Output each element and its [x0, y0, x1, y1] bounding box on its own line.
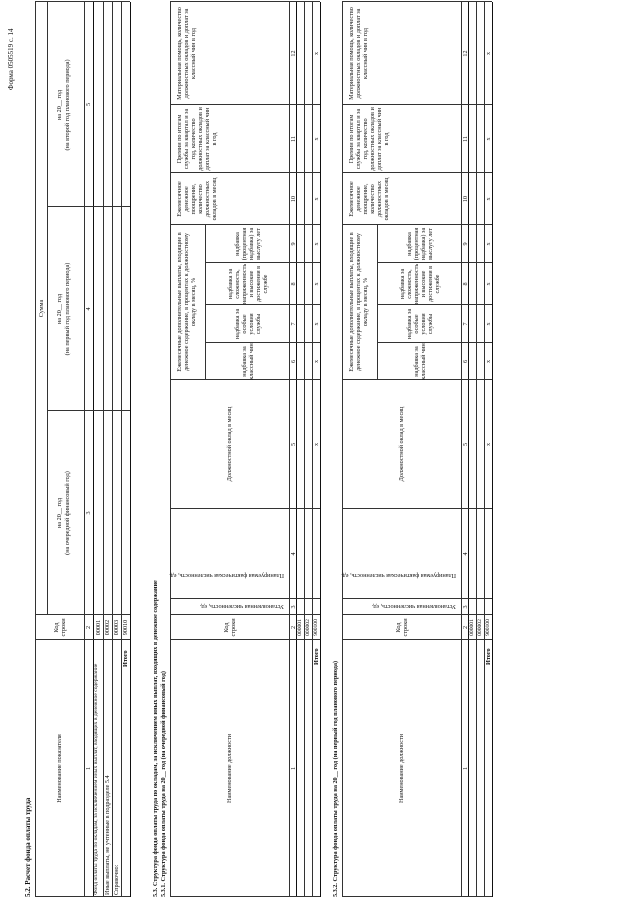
- col-longevity-header: надбавка (процентная надбавка) за выслугу лет: [233, 227, 262, 261]
- total-code: 900100: [485, 619, 491, 636]
- section-5-3-2-title: 5.3.2. Структура фонда оплаты труда на 20__ год (на первый год планового периода): [332, 660, 339, 897]
- row-code: 000002: [305, 619, 311, 636]
- x-mark: x: [485, 51, 492, 56]
- col-estab-header: Установленная численность, ед.: [371, 603, 456, 610]
- table-5-3-2: [342, 0, 492, 905]
- total-code: 90010: [122, 619, 129, 636]
- section-5-2-title: 5.2. Расчет фонда оплаты труда: [24, 797, 32, 897]
- col-special-header: надбавка за особые условия службы: [233, 308, 262, 340]
- x-mark: x: [313, 137, 320, 141]
- col-position-header: Наименование должности: [226, 734, 233, 803]
- section-5-3-title: 5.3. Структура фонда оплаты труда по окладам, за исключением иных выплат, входящих в денежное содержание: [152, 580, 159, 897]
- num-4: 4: [290, 552, 297, 556]
- row-code: 000001: [469, 619, 475, 636]
- x-mark: x: [313, 242, 320, 246]
- col-aid-header: Материальная помощь, количество должностных окладов и доплат за классный чин в год: [176, 7, 197, 100]
- table-row: Иные выплаты, не учтенные в подразделе 5.4: [104, 775, 111, 895]
- col-bonus-header: Ежемесячное денежное поощрение, количество должностных окладов в месяц: [176, 177, 218, 221]
- year3-label: на 20__ год: [56, 90, 63, 120]
- total-label: Итого: [122, 650, 129, 667]
- num-8: 8: [290, 282, 297, 286]
- num-3: 3: [462, 605, 469, 609]
- col-bonus-header: Ежемесячное денежное поощрение, количество должностных окладов в месяц: [348, 177, 390, 221]
- num-12: 12: [290, 50, 297, 57]
- num-2: 2: [85, 625, 92, 630]
- year3-sub: (на второй год планового периода): [64, 59, 71, 151]
- col-fact-header: Планируемая фактическая численность, ед.: [169, 572, 284, 579]
- total-code: 900100: [313, 619, 319, 636]
- col-premium-header: Премии по итогам службы за квартал и за год, количество должностных окладов и доплат за классный чин в год: [176, 107, 218, 171]
- x-mark: x: [313, 359, 320, 364]
- x-mark: x: [313, 51, 320, 56]
- table-row: Справочно:: [113, 864, 120, 895]
- year2-label: на 20__ год: [56, 294, 63, 324]
- x-mark: x: [485, 322, 492, 326]
- total-label: Итого: [485, 648, 492, 665]
- col-premium-header: Премии по итогам службы за квартал и за год, количество должностных окладов и доплат за классный чин в год: [348, 107, 390, 171]
- num-5: 5: [462, 442, 469, 447]
- num-11: 11: [290, 136, 297, 142]
- num-6: 6: [462, 359, 469, 364]
- x-mark: x: [485, 137, 492, 141]
- num-8: 8: [462, 282, 469, 286]
- col-code-header: Код строки: [222, 618, 237, 637]
- num-7: 7: [462, 322, 469, 326]
- x-mark: x: [313, 197, 320, 201]
- col-sum-header: Сумма: [38, 299, 45, 318]
- num-4: 4: [462, 552, 469, 556]
- row-code: 00003: [113, 619, 120, 636]
- table-5-3-1: [170, 0, 320, 905]
- year1-label: на 20__ год: [56, 498, 63, 528]
- col-longevity-header: надбавка (процентная надбавка) за выслугу лет: [405, 227, 434, 261]
- row-code: 00001: [95, 619, 102, 636]
- num-6: 6: [290, 359, 297, 364]
- col-difficulty-header: надбавка за сложность, напряженность и высокие достижения в службе: [226, 263, 269, 305]
- col-salary-header: Должностной оклад в месяц: [226, 406, 233, 482]
- col-monthly-header: Ежемесячные дополнительные выплаты, входящие в денежное содержание, в процентах к должностному окладу в месяц, %: [176, 232, 197, 372]
- col-aid-header: Материальная помощь, количество должностных окладов и доплат за классный чин в год: [348, 7, 369, 100]
- num-1: 1: [85, 766, 92, 771]
- col-code-header: Код строки: [394, 618, 409, 637]
- x-mark: x: [313, 322, 320, 326]
- col-fact-header: Планируемая фактическая численность, ед.: [341, 572, 456, 579]
- num-5: 5: [85, 102, 92, 107]
- x-mark: x: [313, 442, 320, 447]
- x-mark: x: [485, 442, 492, 447]
- col-rank-header: надбавка за классный чин: [412, 343, 427, 380]
- num-11: 11: [462, 136, 469, 142]
- table-row: Фонд оплаты труда по окладам, за исключением иных выплат, входящих в денежное содержание: [93, 663, 99, 895]
- col-name-header: Наименование показателя: [56, 734, 63, 803]
- x-mark: x: [485, 242, 492, 246]
- num-1: 1: [462, 766, 469, 771]
- num-4: 4: [85, 307, 92, 311]
- num-10: 10: [290, 195, 297, 203]
- section-5-3-1-title: 5.3.1. Структура фонда оплаты труда на 20__ год (на очередной финансовый год): [160, 671, 167, 897]
- num-3: 3: [290, 605, 297, 609]
- num-10: 10: [462, 195, 469, 203]
- x-mark: x: [485, 359, 492, 364]
- form-reference: Форма 0505519 с. 14: [7, 28, 15, 90]
- num-7: 7: [290, 322, 297, 326]
- row-code: 000002: [477, 619, 483, 636]
- num-3: 3: [85, 511, 92, 515]
- col-estab-header: Установленная численность, ед.: [199, 603, 284, 610]
- num-9: 9: [290, 242, 297, 246]
- num-5: 5: [290, 442, 297, 447]
- x-mark: x: [485, 197, 492, 201]
- col-code-header: Код строки: [52, 618, 67, 637]
- col-difficulty-header: надбавка за сложность, напряженность и высокие достижения в службе: [398, 263, 441, 305]
- row-code: 000001: [297, 619, 303, 636]
- col-salary-header: Должностной оклад в месяц: [398, 406, 405, 482]
- year2-sub: (на первый год планового периода): [64, 262, 71, 356]
- x-mark: x: [313, 282, 320, 286]
- total-label: Итого: [313, 648, 320, 665]
- num-9: 9: [462, 242, 469, 246]
- num-2: 2: [462, 625, 469, 630]
- x-mark: x: [485, 282, 492, 286]
- row-code: 00002: [104, 619, 111, 636]
- col-position-header: Наименование должности: [398, 734, 405, 803]
- num-12: 12: [462, 50, 469, 57]
- year1-sub: (на очередной финансовый год): [64, 471, 71, 555]
- num-1: 1: [290, 766, 297, 771]
- num-2: 2: [290, 625, 297, 630]
- col-monthly-header: Ежемесячные дополнительные выплаты, входящие в денежное содержание, в процентах к должностному окладу в месяц, %: [348, 232, 369, 372]
- col-special-header: надбавка за особые условия службы: [405, 308, 434, 340]
- col-rank-header: надбавка за классный чин: [240, 343, 255, 380]
